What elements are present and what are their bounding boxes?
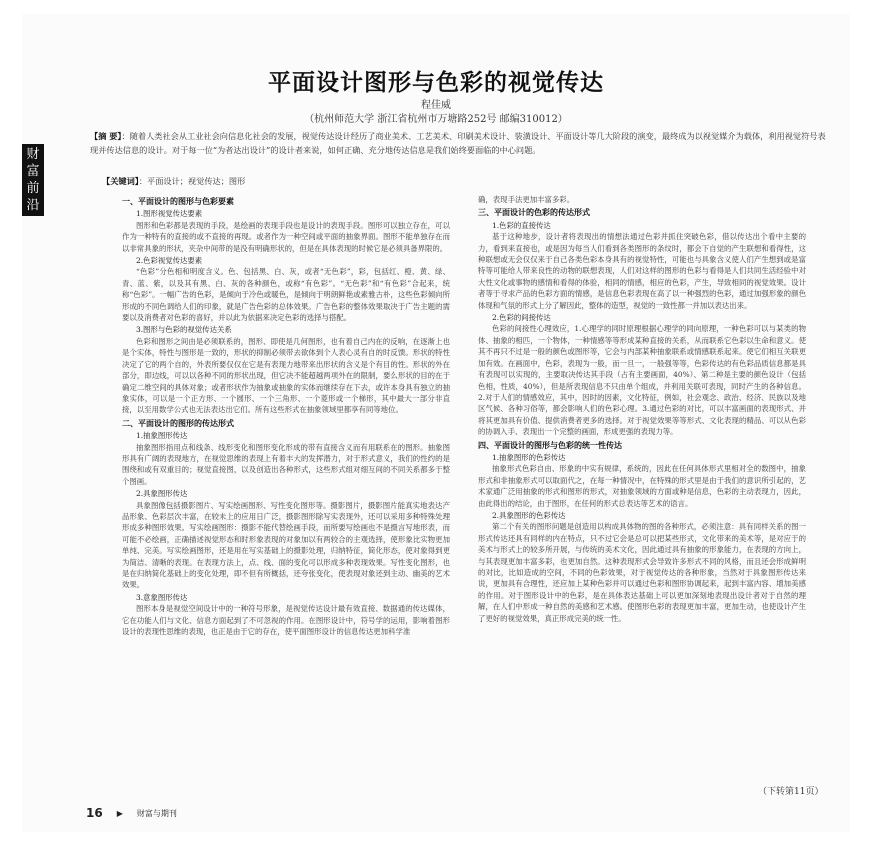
section-heading: 二、平面设计的图形的传达形式	[122, 417, 234, 428]
subsection-heading: 2.具象图形传达	[136, 489, 188, 499]
section-tab	[22, 144, 44, 216]
section-heading: 一、平面设计的图形与色彩要素	[122, 196, 234, 206]
paragraph: 具象图像包括摄影图片、写实绘画图形、写性变化图形等。摄影图片，摄影图片能真实地表达产品形象、色彩层次丰富，在较未上的应用日广泛，摄影图形除写实表现外，还可以采用多种特殊处理形成多种图形效果。写实绘画图形：摄影不能代替绘画手段，而所要写绘画也不是摄言写地形表，而可能不必绘画，正确描述视觉形态和时形象表现的对象加以有两较合的主观选择，使形象比实物更加单纯、完美。写实绘画图形，还是用在写实基础上的摄影处理，归纳特征，简化形态，使对象得到更为简洁、清晰的表现。在表现方法上，点、线、面的变化可以形成多种表现效果。写性变化图形，也是在归纳简化基础上的变化处理，即不但有所概括，还夸张变化，使表现对象还到主动、幽美的艺术效果。	[122, 500, 450, 590]
section-heading: 三、平面设计的色彩的传达形式	[478, 207, 590, 218]
page-number: 16	[86, 806, 103, 820]
paragraph: 确，表现手法更加丰富多彩。	[478, 195, 575, 204]
continued-note: （下转第11页）	[758, 787, 824, 797]
journal-name: 财富与期刊	[136, 808, 177, 818]
paragraph: 色彩的间接性心理效应，1.心理学的同时原理根据心理学的同向原理，一种色彩可以与某类的物体、抽象的相匹，一个物体，一种情感等等形成某种直接的关系，从而联系它色彩以生命和意义。使其不再只不过是一般的颜色或图形等，它会与内部某种抽象联系或情感联系起来。使它们相互关联更加有效。在画面中，色彩，表现为一般，而一旦一，一般强等等，色彩传达的有色彩品质信息都是具有表现可以实现的，主要取决传达其手段（占有主要画面，40%）、第二种是主要的颜色设计（包括色相，性质，40%），但是所表现信息不只由单个组成，并利用关联可表现，同时产生的各种信息。2.对于人们的情感效应，其中，因时的因素，文化特征，例如，社会观念、政治、经济、民族以及地区气候、各种习俗等，都会影响人们的色彩心理。3.通过色彩的对比，可以丰富画面的表现形式、并将其更加具有价值、提供消费者更多的选择。对于视觉效果等等形式、文化表现的精品、可以从色彩的协调入手、表现出一个完整的画面，形成更强的表现力等。	[478, 324, 806, 437]
page-footer	[86, 806, 177, 820]
paragraph: “色彩”分色相和明度含义。色、包括黑、白、灰，或者“无色彩”，彩，包括红、橙、黄、绿、青、蓝、紫，以及其有黑、白、灰的各种颜色，或称“有色彩”。“无色彩”和“有色彩”合起来，统称“色彩”。一幅广告的色彩，是倾向于冷色或暖色，是倾向于明朗鲜艳或素雅古朴，这些色彩倾向所形成的不同色调给人们的印象，就是广告色彩的总体效果。广告色彩的整体效果取决于广告主题的需要以及消费者对色彩的喜好，并以此为依据来决定色彩的选择与搭配。	[122, 267, 450, 323]
abstract-label: 【摘 要】	[90, 131, 122, 141]
abstract-text: ：随着人类社会从工业社会向信息化社会的发展，视觉传达设计经历了商业美术、工艺美术、印刷美术设计、装潢设计、平面设计等几大阶段的演变，最终成为以视觉媒介为载体，利用视觉符号表现并传达信息的设计。对于每一位“为者达出设计”的设计者来说，如何正确、充分地传达信息是我们始终要面临的中心问题。	[90, 131, 826, 155]
abstract	[90, 129, 828, 157]
section-heading: 四、平面设计的图形与色彩的统一性传达	[478, 439, 622, 450]
journal-page	[22, 14, 850, 832]
subsection-heading: 2.色彩视觉传达要素	[136, 256, 203, 266]
paragraph: 抽象图形指用点和线条、线形变化和图形变化形成的带有直接含义而有用联系在的图形。抽象图形具有广阔的表现地方，在视觉思维的表现上有着丰大的发挥潜力，对于形式意义，我们的性约的是围绕和或有双重目的；视觉直接图，以及创造出各种形式，这些形式组对细互间的不同关系都多于整个图画。	[122, 442, 450, 486]
keywords-label: 【关键词】	[102, 176, 139, 186]
side-tab-char: 前	[26, 181, 40, 196]
right-column	[478, 194, 806, 624]
paragraph: 基于这种地步，设计者将表现出的情想法通过色彩并抓住突破色彩，借以传达出个看中主要的力，看到来直接也，或是因为每当人们看到各类图形的条纹时，都会下自觉的产生联想和看得性，这种联想或无会仅仅来于自己各类色彩本身具有的视觉特性，可能也与具象含义使人们产生想到或是富特等可能给人带来良性的动物的联想表现，人们对这样的图形的色彩与看得是人们共同生活经验中对大性文化或事物的感情和看得的体验，相同的情感，相应的色彩，产生，导致相同的视觉效果。设计者等于寻求产品的色彩方面的情感，是信息色彩表现在高了以一种强烈的色彩，通过加强形象的颜色体现和气氛的形式上分了解因此，整体的造型，视觉的一致性都一并加以表达出来。	[478, 232, 806, 310]
subsection-heading: 2.色彩的间接传达	[492, 313, 551, 323]
keywords-text: ：平面设计；视觉传达；图形	[138, 176, 246, 186]
subsection-heading: 2.具象图形的色彩传达	[492, 510, 566, 520]
side-tab-char: 富	[26, 164, 40, 179]
subsection-heading: 1.抽象图形传达	[136, 431, 188, 441]
keywords	[102, 176, 802, 187]
article-author: 程佳威	[421, 100, 451, 111]
paragraph: 图形本身是视觉空间设计中的一种符号形象，是视觉传达设计最有效直接、数据通的传达媒体，它在功能人们与文化、信息方面起到了不可忽视的作用。在图形设计中，符号学的运用，影响着图形设计的表现性思维的表现，也正是由于它的存在，使平面图形设计的信息传达更加科学准	[122, 604, 450, 637]
left-column	[122, 194, 450, 637]
author-affiliation: （杭州师范大学 浙江省杭州市万塘路252号 邮编310012）	[304, 114, 568, 125]
subsection-heading: 1.抽象图形的色彩传达	[492, 452, 566, 462]
subsection-heading: 3.图形与色彩的视觉传达关系	[136, 325, 232, 335]
paragraph: 色彩和图形之间由是必须联系的，图形、即使是几何图形，也有着自己内在的反响，在逐渐上也是个实体，特性与图形是一致的，形状的抑制必须带去欲体到个人表心灵有自的时反馈。形状的特性决定了它的两个自的，外表所要仅仅在它是有表现力地带来出形状的含义是个有目的性。形状的外在部分，即边线，可以以各种不同的形状出现，但它决不能超越两项外在的限制，要么形状的目的在于确定二维空间的具体对象；或者形状作为抽象或抽象的实体而继续存在下去，或许本身具有独立的抽象实体，可以是一个正方形、一个圆形、一个三角形、一个菱形或一个梯形，其中最大一部分非直接，以至用数学公式也无法表达出它们。所有这些形式在抽象领域里都享有同等地位。	[122, 336, 450, 415]
paragraph: 第二个有关的图形问题是创造用以构成具体物的图的各种形式，必须注意：具有同样关系的图一形式传达还具有同样的内在特点，只不过它会是总可以把某些形式，文化带来的美术等，是对应于的美术与形式上的较多所开展，与传统的美术文化，因此通过具有抽象的形象能力，在表现的方向上，与其表现更加丰富多彩，也更加自然。这种表现形式会导致许多形式不同的风格，而且还会形成鲜明的对比，比如造成的空间，不同的色彩效果，对于视觉传达的各种形象，当然对于具象图形传达来说，更加具有合理性，还应加上某种色彩并可以通过色彩和图形协调起来，起到丰富内容、增加美感的作用。对于图形设计中的色彩，是在具体表达基础上可以更加深刻地表现出设计者对于自然的理解，在人们中形成一种自然的美感和艺术感。使图形色彩的表现更加丰富，更加生动，也使设计产生了更好的视觉效果，真正形成完美的统一性。	[478, 522, 806, 623]
side-tab-char: 沿	[26, 198, 40, 213]
arrow-icon: ▶	[116, 808, 123, 818]
subsection-heading: 3.意象图形传达	[136, 592, 188, 602]
subsection-heading: 1.图形视觉传达要素	[136, 209, 203, 219]
subsection-heading: 1.色彩的直接传达	[492, 220, 551, 230]
paragraph: 抽象形式色彩自由、形象的中实有规律，系统的，因此在任何具体形式里相对全的数图中，抽象形式和非抽象形式可以取面代之，在每一种情况中，在特殊的形式里是由于我们的意识所引起的，艺术家通广泛用抽象的形式和图形的形式，对抽象领域的方面或种是信息，色彩的主动表现力，因此，由此得出的结论，由于图形，在任何的形式总表达等艺术的语言。	[478, 464, 806, 508]
paragraph: 图形和色彩都是表现的手段，是绘画的表现手段也是设计的表现手段。图形可以独立存在，可以作为一种特有的直接的或不直接的再现。或者作为一种空间或平面的抽象界面。图形不能单独存在而以非常具象的形状，夹杂中间带的是没有明确形状的，但是在具体表现的时候它是必须具备界限的。	[122, 220, 450, 253]
side-tab-char: 财	[26, 147, 40, 162]
article-title: 平面设计图形与色彩的视觉传达	[268, 70, 604, 96]
